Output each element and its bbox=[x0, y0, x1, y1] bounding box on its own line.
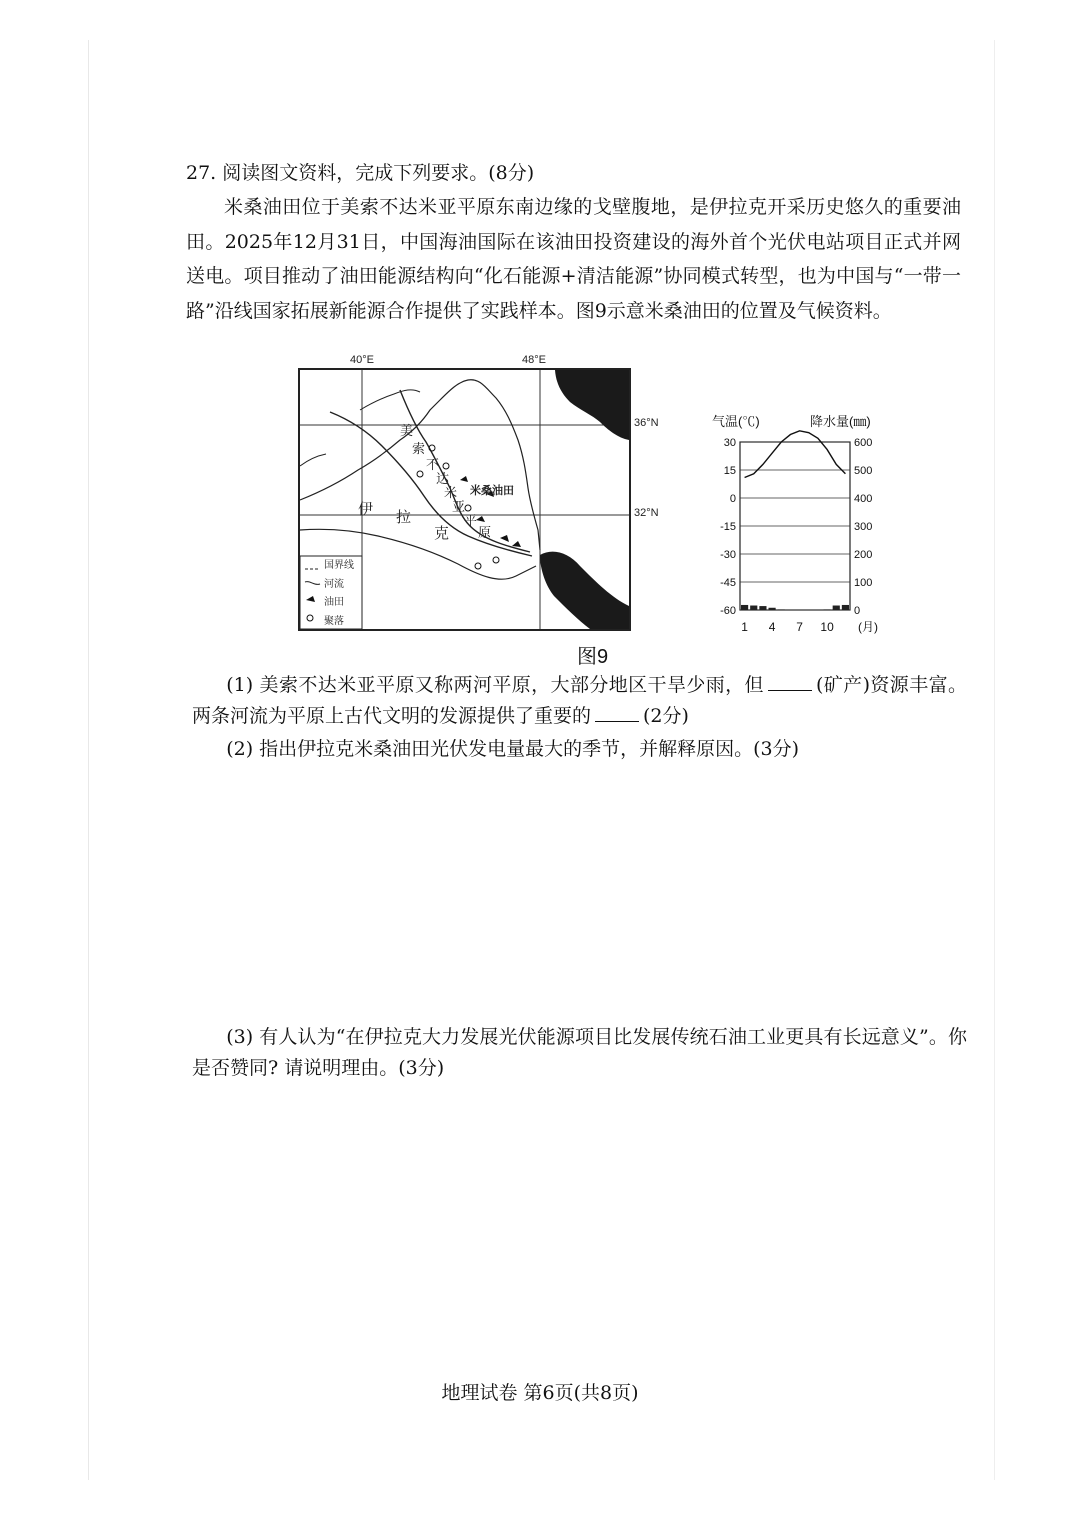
answer-blank-mineral[interactable] bbox=[768, 672, 812, 691]
x-tick-label: 7 bbox=[796, 620, 803, 634]
map-label-bu: 不 bbox=[426, 457, 440, 472]
location-map bbox=[298, 368, 631, 631]
border-west bbox=[300, 454, 326, 466]
left-axis-label: 气温(℃) bbox=[712, 414, 760, 429]
climate-chart-svg bbox=[700, 410, 910, 635]
precipitation-bar bbox=[842, 605, 849, 610]
legend-city-label: 聚落 bbox=[324, 616, 344, 627]
oilfield-mark bbox=[512, 541, 521, 547]
x-tick-label: 4 bbox=[768, 620, 776, 634]
precipitation-bar bbox=[759, 606, 766, 610]
map-label-suo: 索 bbox=[412, 441, 426, 456]
city-marker bbox=[417, 471, 423, 477]
legend-border-label: 国界线 bbox=[324, 560, 354, 571]
map-label-yuan: 原 bbox=[478, 525, 492, 540]
precipitation-bar bbox=[778, 609, 785, 610]
legend-river-label: 河流 bbox=[324, 579, 344, 590]
longitude-40e: 40°E bbox=[350, 354, 374, 366]
map-label-mei: 美 bbox=[400, 423, 414, 438]
figure-caption: 图9 bbox=[577, 646, 609, 668]
sub-question-2: (2) 指出伊拉克米桑油田光伏发电量最大的季节，并解释原因。(3分) bbox=[226, 738, 800, 760]
x-unit-label: (月) bbox=[858, 620, 878, 634]
border-north bbox=[360, 390, 420, 410]
map-label-ping: 平 bbox=[464, 513, 478, 528]
oilfield-mark bbox=[460, 476, 468, 482]
temperature-line bbox=[745, 431, 846, 478]
climate-chart bbox=[700, 410, 910, 635]
sub-question-3: (3) 有人认为“在伊拉克大力发展光伏能源项目比发展传统石油工业更具有长远意义”。你是否赞同? 请说明理由。(3分) bbox=[192, 1026, 967, 1079]
border-north-east bbox=[300, 380, 540, 550]
right-axis-label: 降水量(㎜) bbox=[810, 414, 871, 429]
left-tick-label: -60 bbox=[720, 605, 736, 617]
left-tick-label: -45 bbox=[720, 577, 736, 589]
sub-question-1 bbox=[192, 670, 967, 732]
city-marker bbox=[493, 557, 499, 563]
legend-oilfield-label: 油田 bbox=[324, 597, 344, 608]
city-marker bbox=[475, 563, 481, 569]
map-label-la: 拉 bbox=[396, 509, 412, 526]
latitude-36n: 36°N bbox=[634, 417, 659, 429]
precipitation-bar bbox=[833, 606, 840, 610]
oilfield-label: 米桑油田 bbox=[470, 485, 514, 497]
right-tick-label: 200 bbox=[854, 549, 873, 561]
question-title: 27. 阅读图文资料，完成下列要求。(8分) bbox=[186, 162, 535, 184]
precipitation-bar bbox=[741, 605, 748, 610]
latitude-32n: 32°N bbox=[634, 507, 659, 519]
oilfield-mark bbox=[500, 535, 509, 542]
sub-question-1-part2: (矿产)资源丰富。两条河流为平原上古代文明的发源提供了重要的 bbox=[192, 674, 967, 727]
answer-blank-condition[interactable] bbox=[595, 703, 639, 722]
map-label-ya: 亚 bbox=[452, 499, 466, 514]
right-tick-label: 0 bbox=[854, 605, 861, 617]
question-paragraph: 米桑油田位于美索不达米亚平原东南边缘的戈壁腹地，是伊拉克开采历史悠久的重要油田。2025年12月31日，中国海油国际在该油田投资建设的海外首个光伏电站项目正式并网送电。项目推动了油田能源结构向“化石能源+清洁能源”协同模式转型，也为中国与“一带一路”沿线国家拓展新能源合作提供了实践样本。图9示意米桑油田的位置及气候资料。 bbox=[186, 196, 961, 322]
right-tick-label: 100 bbox=[854, 577, 873, 589]
left-tick-label: 15 bbox=[723, 465, 736, 477]
page-footer: 地理试卷 第6页(共8页) bbox=[441, 1382, 639, 1404]
caspian-sea bbox=[555, 370, 629, 440]
longitude-48e: 48°E bbox=[522, 354, 546, 366]
right-tick-label: 300 bbox=[854, 521, 873, 533]
right-tick-label: 600 bbox=[854, 437, 873, 449]
map-label-yi: 伊 bbox=[358, 501, 374, 518]
persian-gulf bbox=[540, 552, 629, 629]
x-tick-label: 1 bbox=[741, 620, 748, 634]
sub-question-1-part1: (1) 美索不达米亚平原又称两河平原，大部分地区干旱少雨，但 bbox=[226, 674, 764, 696]
map-label-da: 达 bbox=[436, 471, 450, 486]
left-tick-label: 30 bbox=[723, 437, 736, 449]
right-tick-label: 500 bbox=[854, 465, 873, 477]
x-tick-label: 10 bbox=[820, 620, 834, 634]
left-tick-label: -30 bbox=[720, 549, 736, 561]
left-tick-label: 0 bbox=[729, 493, 736, 505]
left-tick-label: -15 bbox=[720, 521, 736, 533]
map-label-mi: 米 bbox=[444, 485, 458, 500]
precipitation-bar bbox=[750, 606, 757, 610]
precipitation-bar bbox=[769, 608, 776, 610]
map-label-ke: 克 bbox=[434, 525, 450, 542]
right-tick-label: 400 bbox=[854, 493, 873, 505]
precipitation-bar bbox=[824, 609, 831, 610]
sub-question-1-part3: (2分) bbox=[643, 705, 689, 727]
